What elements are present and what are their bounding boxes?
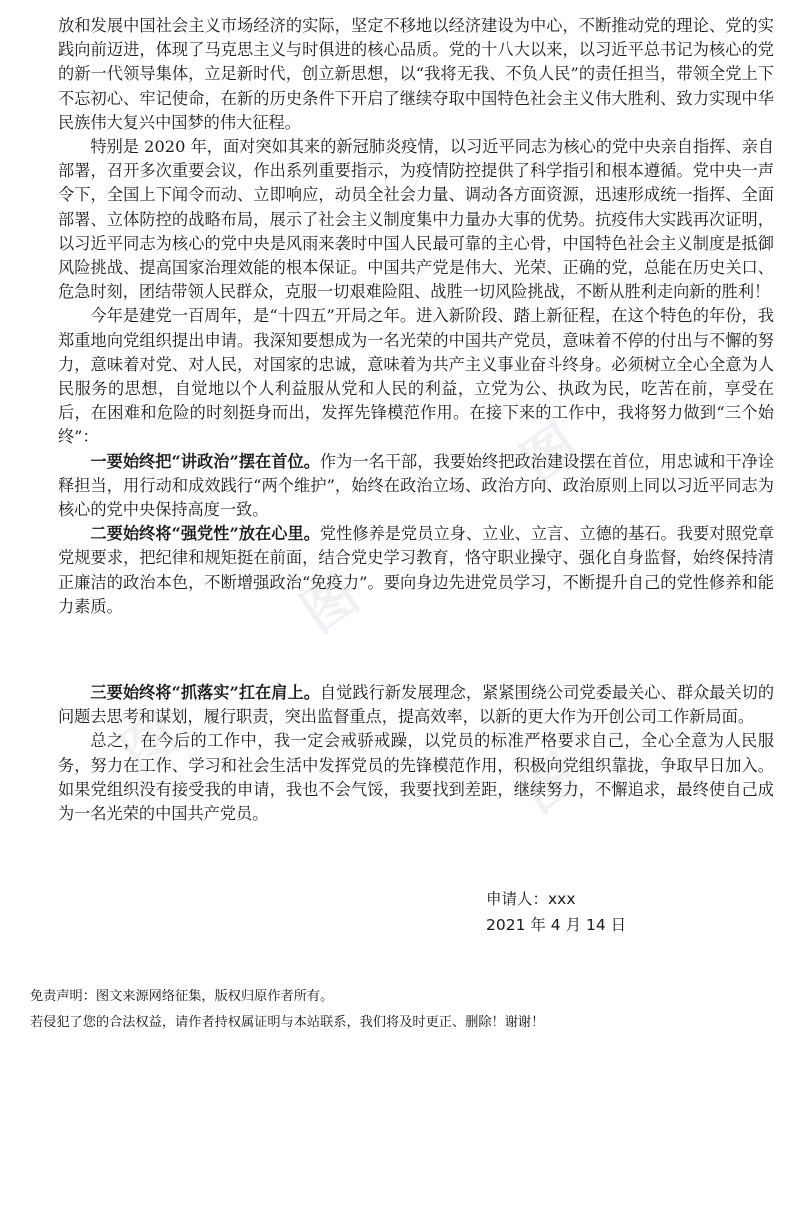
paragraph [58, 522, 774, 619]
watermark: 图 [509, 408, 595, 495]
paragraph [58, 135, 774, 304]
document-body [58, 14, 774, 619]
watermark: 图 [109, 698, 195, 785]
paragraph-text: 党性修养是党员立身、立业、立言、立德的基石。我要对照党章党规要求，把纪律和规矩挺在前面，结合党史学习教育，恪守职业操守、强化自身监督，始终保持清正廉洁的政治本色，不断增强政治“免疫力”。要向身边先进党员学习，不断提升自己的党性修养和能力素质。 [58, 524, 775, 616]
paragraph-text: 特别是 2020 年，面对突如其来的新冠肺炎疫情，以习近平同志为核心的党中央亲自指挥、亲自部署，召开多次重要会议，作出系列重要指示，为疫情防控提供了科学指引和根本遵循。党中央一声令下，全国上下闻令而动、立即响应，动员全社会力量、调动各方面资源，迅速形成统一指挥、全面部署、立体防控的战略布局，展示了社会主义制度集中力量办大事的优势。抗疫伟大实践再次证明，以习近平同志为核心的党中央是风雨来袭时中国人民最可靠的主心骨，中国特色社会主义制度是抵御风险挑战、提高国家治理效能的根本保证。中国共产党是伟大、光荣、正确的党，总能在历史关口、危急时刻，团结带领人民群众，克服一切艰难险阻、战胜一切风险挑战，不断从胜利走向新的胜利！ [58, 137, 774, 302]
paragraph-heading: 二要始终将“强党性”放在心里。 [90, 524, 320, 544]
paragraph-text: 今年是建党一百周年，是“十四五”开局之年。进入新阶段、踏上新征程，在这个特色的年份，我郑重地向党组织提出申请。我深知要想成为一名光荣的中国共产党员，意味着不停的付出与不懈的努力，意味着对党、对人民，对国家的忠诚，意味着为共产主义事业奋斗终身。必须树立全心全意为人民服务的思想，自觉地以个人利益服从党和人民的利益，立党为公、执政为民，吃苦在前，享受在后，在困难和危险的时刻挺身而出，发挥先锋模范作用。在接下来的工作中，我将努力做到“三个始终”： [58, 306, 774, 447]
paragraph-text: 自觉践行新发展理念，紧紧围绕公司党委最关心、群众最关切的问题去思考和谋划，履行职责，突出监督重点，提高效率，以新的更大作为开创公司工作新局面。 [58, 683, 775, 727]
disclaimer-line: 若侵犯了您的合法权益，请作者持权属证明与本站联系，我们将及时更正、删除！谢谢！ [30, 1015, 545, 1030]
paragraph-heading: 三要始终将“抓落实”扛在肩上。 [90, 683, 320, 702]
applicant-name: 申请人：xxx [486, 890, 576, 908]
signature-block [486, 886, 626, 938]
paragraph [58, 14, 774, 135]
paragraph [58, 304, 774, 449]
paragraph-text: 放和发展中国社会主义市场经济的实际，坚定不移地以经济建设为中心，不断推动党的理论、党的实践向前迈进，体现了马克思主义与时俱进的核心品质。党的十八大以来，以习近平总书记为核心的党的新一代领导集体，立足新时代，创立新思想，以“我将无我、不负人民”的责任担当，带领全党上下不忘初心、牢记使命，在新的历史条件下开启了继续夺取中国特色社会主义伟大胜利、致力实现中华民族伟大复兴中国梦的伟大征程。 [58, 16, 774, 132]
paragraph-text: 作为一名干部，我要始终把政治建设摆在首位，用忠诚和干净诠释担当，用行动和成效践行“两个维护”，始终在政治立场、政治方向、政治原则上同以习近平同志为核心的党中央保持高度一致。 [58, 451, 775, 520]
paragraph [58, 450, 774, 523]
disclaimer [30, 984, 544, 1036]
paragraph [58, 681, 774, 729]
paragraph [58, 729, 774, 826]
watermark: 图 [509, 738, 595, 825]
disclaimer-line: 免责声明：图文来源网络征集，版权归原作者所有。 [30, 989, 334, 1004]
paragraph-text: 总之，在今后的工作中，我一定会戒骄戒躁，以党员的标准严格要求自己，全心全意为人民服务，努力在工作、学习和社会生活中发挥党员的先锋模范作用，积极向党组织靠拢，争取早日加入。如果党组织没有接受我的申请，我也不会气馁，我要找到差距，继续努力，不懈追求，最终使自己成为一名光荣的中国共产党员。 [58, 731, 774, 824]
signature-date: 2021 年 4 月 14 日 [486, 916, 627, 934]
document-body-continued [58, 681, 774, 826]
watermark: 图 [289, 558, 375, 645]
paragraph-heading: 一要始终把“讲政治”摆在首位。 [90, 451, 320, 471]
